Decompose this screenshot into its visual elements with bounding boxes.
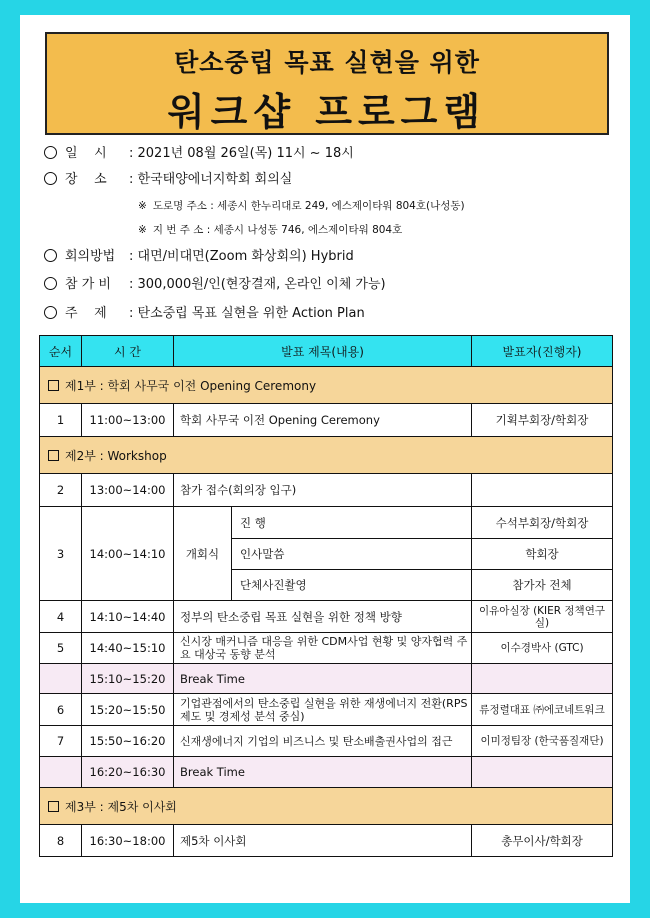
title-line-2: 워크샵 프로그램 bbox=[167, 90, 487, 134]
table-row: 단체사진촬영 참가자 전체 bbox=[40, 570, 613, 601]
address-lot: ※ 지 번 주 소 : 세종시 나성동 746, 에스제이타워 804호 bbox=[138, 224, 403, 236]
header-time: 시 간 bbox=[82, 336, 174, 367]
checkbox-icon bbox=[48, 450, 59, 461]
table-row: 2 13:00~14:00 참가 접수(회의장 입구) bbox=[40, 474, 613, 507]
break-row: 16:20~16:30 Break Time bbox=[40, 757, 613, 788]
table-row: 7 15:50~16:20 신재생에너지 기업의 비즈니스 및 탄소배출권사업의 접근 이미정팀장 (한국품질재단) bbox=[40, 726, 613, 757]
circle-bullet-icon bbox=[44, 249, 57, 262]
section-row: 제2부 : Workshop bbox=[40, 437, 613, 474]
info-venue: 장 소 : 한국태양에너지학회 회의실 bbox=[44, 168, 292, 187]
section-row: 제1부 : 학회 사무국 이전 Opening Ceremony bbox=[40, 367, 613, 404]
table-row: 인사말씀 학회장 bbox=[40, 539, 613, 570]
title-banner bbox=[45, 32, 609, 135]
break-row: 15:10~15:20 Break Time bbox=[40, 664, 613, 694]
program-table bbox=[39, 335, 613, 857]
info-topic: 주 제 : 탄소중립 목표 실현을 위한 Action Plan bbox=[44, 302, 365, 321]
header-title: 발표 제목(내용) bbox=[174, 336, 472, 367]
table-row: 4 14:10~14:40 정부의 탄소중립 목표 실현을 위한 정책 방향 이유아실장 (KIER 정책연구실) bbox=[40, 601, 613, 633]
info-date: 일 시 : 2021년 08월 26일(목) 11시 ~ 18시 bbox=[44, 142, 354, 161]
checkbox-icon bbox=[48, 380, 59, 391]
section-row: 제3부 : 제5차 이사회 bbox=[40, 788, 613, 825]
table-row: 1 11:00~13:00 학회 사무국 이전 Opening Ceremony 기획부회장/학회장 bbox=[40, 404, 613, 437]
table-row: 6 15:20~15:50 기업관점에서의 탄소중립 실현을 위한 재생에너지 전환(RPS 제도 및 경제성 분석 중심) 류정렬대표 ㈜에코네트워크 bbox=[40, 694, 613, 726]
table-row: 3 14:00~14:10 개회식 진 행 수석부회장/학회장 bbox=[40, 507, 613, 539]
table-row: 8 16:30~18:00 제5차 이사회 총무이사/학회장 bbox=[40, 825, 613, 857]
circle-bullet-icon bbox=[44, 146, 57, 159]
title-line-1: 탄소중립 목표 실현을 위한 bbox=[174, 48, 480, 77]
table-header bbox=[40, 336, 613, 367]
table-row: 5 14:40~15:10 신시장 매커니즘 대응을 위한 CDM사업 현황 및 양자협력 주요 대상국 동향 분석 이수경박사 (GTC) bbox=[40, 633, 613, 664]
info-method: 회의방법 : 대면/비대면(Zoom 화상회의) Hybrid bbox=[44, 245, 354, 264]
circle-bullet-icon bbox=[44, 306, 57, 319]
circle-bullet-icon bbox=[44, 277, 57, 290]
header-presenter: 발표자(진행자) bbox=[472, 336, 613, 367]
program-page bbox=[20, 15, 630, 903]
checkbox-icon bbox=[48, 801, 59, 812]
header-no: 순서 bbox=[40, 336, 82, 367]
circle-bullet-icon bbox=[44, 172, 57, 185]
address-road: ※ 도로명 주소 : 세종시 한누리대로 249, 에스제이타워 804호(나성동) bbox=[138, 200, 465, 212]
info-fee: 참 가 비 : 300,000원/인(현장결재, 온라인 이체 가능) bbox=[44, 273, 386, 292]
